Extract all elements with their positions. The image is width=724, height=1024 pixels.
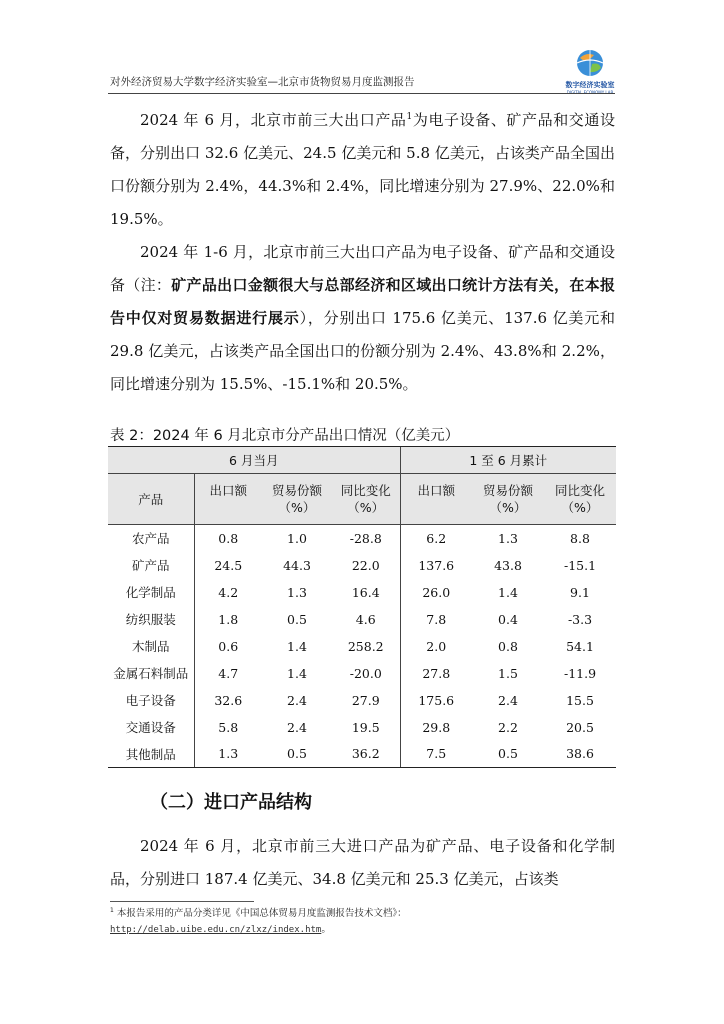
cell-june-share: 1.4 [287, 665, 307, 681]
col-header-share: 贸易份额 （%） [262, 474, 332, 525]
cell-june-share: 0.5 [262, 741, 332, 768]
paragraph-text: ），分别出口 175.6 亿美元、137.6 亿美元和 29.8 亿美元，占该类产品全国出口的份额分别为 2.4%、43.8%和 2.2%，同比增速分别为 15.5%、-15.1%和 20.5%。 [110, 309, 615, 393]
footnote-reference[interactable]: 1 [406, 112, 413, 122]
cell-cum-share: 43.8 [494, 557, 522, 573]
paragraph-june-exports [110, 104, 615, 236]
table-row [108, 660, 616, 687]
col-header-export: 出口额 [194, 474, 262, 525]
footnote-mark: 1 [110, 906, 114, 914]
cell-cum-export: 7.5 [400, 741, 472, 768]
col-header-yoy: 同比变化 （%） [332, 474, 400, 525]
export-by-product-table [108, 446, 616, 768]
section-heading-imports: （二）进口产品结构 [150, 792, 312, 813]
cell-june-export: 1.8 [218, 611, 239, 627]
table-group-header-row [108, 447, 616, 474]
footnote-text: 本报告采用的产品分类详见《中国总体贸易月度监测报告技术文档》： [116, 908, 407, 919]
cell-cum-export: 2.0 [400, 633, 472, 660]
cell-cum-yoy: 20.5 [566, 719, 594, 735]
paragraph-text: 2024 年 6 月，北京市前三大出口产品 [140, 111, 407, 129]
paragraph-bold-note: 矿产品出口金额很大与总部经济和区域出口统计方法有关，在本报告中仅对贸易数据进行展示 [110, 276, 615, 327]
product-name: 矿产品 [108, 552, 194, 579]
footnote-divider [110, 901, 254, 902]
cell-cum-export: 29.8 [400, 714, 472, 741]
cell-cum-share: 1.3 [498, 530, 518, 546]
paragraph-text: 为电子设备、矿产品和交通设备，分别出口 32.6 亿美元、24.5 亿美元和 5.8 亿美元，占该类产品全国出口份额分别为 2.4%，44.3%和 2.4%，同比增速分别为 27.9%、22.0%和 19.5%。 [110, 111, 615, 228]
product-name: 金属石料制品 [108, 660, 194, 687]
product-name: 化学制品 [108, 579, 194, 606]
cell-cum-yoy: -3.3 [567, 611, 593, 627]
cell-june-share: 2.4 [287, 719, 307, 735]
product-name: 木制品 [108, 633, 194, 660]
cell-june-yoy: -28.8 [349, 530, 382, 546]
footnote-end: 。 [321, 924, 331, 935]
header-divider [108, 93, 615, 94]
cell-cum-share: 0.5 [472, 741, 544, 768]
table-row [108, 633, 616, 660]
col-header-yoy: 同比变化 （%） [544, 474, 616, 525]
product-name: 电子设备 [108, 687, 194, 714]
cell-june-share: 44.3 [283, 557, 311, 573]
table-row [108, 687, 616, 714]
cell-june-yoy: 36.2 [332, 741, 400, 768]
cell-cum-yoy: -11.9 [563, 665, 597, 681]
cell-cum-share: 1.5 [498, 665, 518, 681]
cell-cum-share: 0.8 [498, 638, 518, 654]
paragraph-text: 2024 年 6 月，北京市前三大进口产品为矿产品、电子设备和化学制品，分别进口 187.4 亿美元、34.8 亿美元和 25.3 亿美元，占该类 [110, 837, 615, 888]
cell-june-yoy: 16.4 [351, 584, 380, 600]
cell-june-share: 2.4 [287, 692, 307, 708]
paragraph-text: 2024 年 1-6 月，北京市前三大出口产品为电子设备、矿产品和交通设备（注： [110, 243, 615, 294]
footnote [110, 906, 407, 938]
product-name: 农产品 [108, 525, 194, 552]
cell-cum-share: 1.4 [498, 584, 518, 600]
table-row [108, 552, 616, 579]
globe-logo-icon [572, 48, 608, 78]
col-header-product: 产品 [108, 474, 194, 525]
lab-logo [560, 48, 620, 95]
cell-cum-yoy: 9.1 [570, 584, 590, 600]
footnote-link[interactable]: http://delab.uibe.edu.cn/zlxz/index.htm [110, 925, 322, 935]
logo-subcaption: DIGITAL ECONOMY LAB [566, 90, 614, 95]
cell-cum-yoy: 15.5 [566, 692, 594, 708]
table-row [108, 606, 616, 633]
cell-june-yoy: 4.6 [355, 611, 376, 627]
cell-june-share: 1.4 [287, 638, 307, 654]
group-header-cumulative: 1 至 6 月累计 [400, 447, 616, 474]
cell-cum-export: 7.8 [400, 606, 472, 633]
cell-june-export: 24.5 [214, 557, 243, 573]
col-header-export: 出口额 [400, 474, 472, 525]
cell-cum-yoy: 8.8 [570, 530, 590, 546]
cell-june-share: 1.0 [287, 530, 307, 546]
cell-cum-yoy: 38.6 [544, 741, 616, 768]
paragraph-h1-exports [110, 236, 615, 401]
cell-june-export: 4.2 [218, 584, 239, 600]
cell-cum-share: 2.2 [498, 719, 518, 735]
cell-cum-export: 27.8 [400, 660, 472, 687]
cell-cum-export: 26.0 [400, 579, 472, 606]
cell-cum-yoy: -15.1 [563, 557, 597, 573]
cell-june-export: 0.6 [218, 638, 239, 654]
cell-cum-export: 6.2 [400, 525, 472, 552]
cell-june-export: 4.7 [218, 665, 239, 681]
cell-cum-yoy: 54.1 [566, 638, 594, 654]
table-column-header-row [108, 474, 616, 525]
cell-cum-share: 0.4 [498, 611, 518, 627]
logo-caption: 数字经济实验室 [565, 81, 615, 89]
paragraph-june-imports [110, 830, 615, 896]
col-header-share: 贸易份额 （%） [472, 474, 544, 525]
table-row [108, 714, 616, 741]
table-row [108, 525, 616, 552]
cell-cum-share: 2.4 [498, 692, 518, 708]
cell-june-export: 5.8 [218, 719, 239, 735]
table-title: 表 2：2024 年 6 月北京市分产品出口情况（亿美元） [110, 428, 460, 444]
cell-june-yoy: 22.0 [351, 557, 380, 573]
cell-cum-export: 137.6 [400, 552, 472, 579]
product-name: 纺织服装 [108, 606, 194, 633]
cell-june-yoy: 27.9 [351, 692, 380, 708]
cell-june-yoy: 19.5 [351, 719, 380, 735]
product-name: 交通设备 [108, 714, 194, 741]
cell-june-export: 1.3 [194, 741, 262, 768]
cell-june-yoy: -20.0 [349, 665, 382, 681]
cell-june-share: 1.3 [287, 584, 307, 600]
cell-june-share: 0.5 [287, 611, 307, 627]
cell-june-export: 0.8 [218, 530, 239, 546]
table-row [108, 579, 616, 606]
group-header-june: 6 月当月 [108, 447, 400, 474]
table-row [108, 741, 616, 768]
cell-june-export: 32.6 [214, 692, 243, 708]
cell-cum-export: 175.6 [400, 687, 472, 714]
cell-june-yoy: 258.2 [347, 638, 384, 654]
report-header-title: 对外经济贸易大学数字经济实验室—北京市货物贸易月度监测报告 [110, 76, 415, 88]
product-name: 其他制品 [108, 741, 194, 768]
